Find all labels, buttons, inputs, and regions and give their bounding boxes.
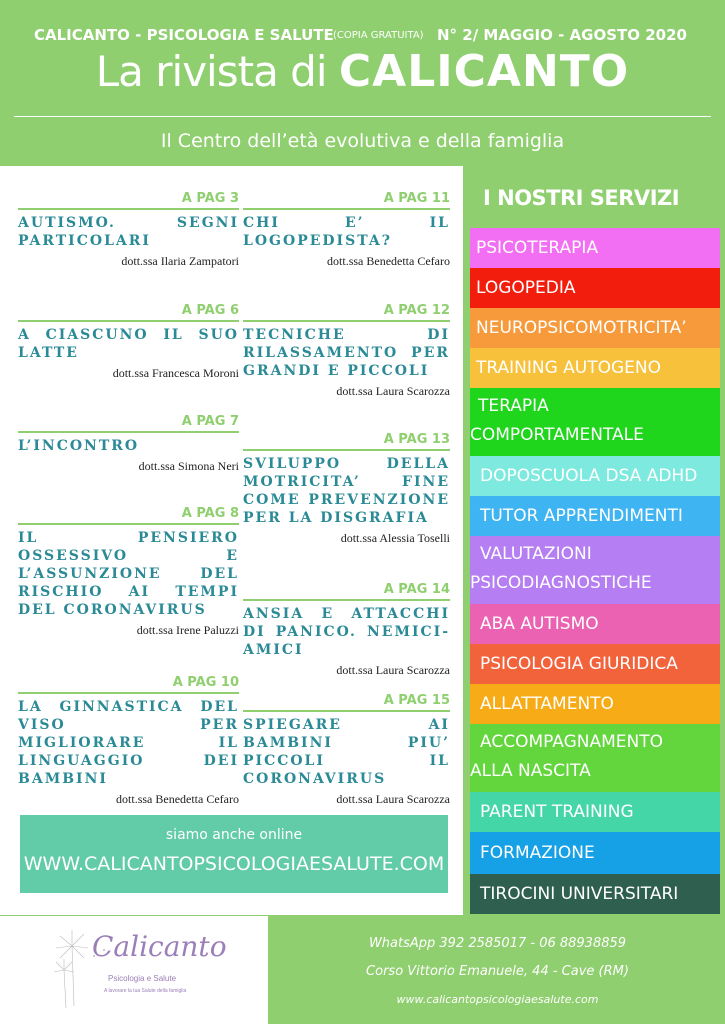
- header-org-name: CALICANTO - PSICOLOGIA E SALUTE: [34, 26, 334, 44]
- brand-name: Calicanto: [92, 930, 227, 963]
- service-psicologia-giuridica: PSICOLOGIA GIURIDICA: [470, 644, 720, 684]
- footer-logo: [0, 916, 268, 1024]
- address: Corso Vittorio Emanuele, 44 - Cave (RM): [366, 964, 629, 979]
- article-right-3[interactable]: [243, 432, 450, 546]
- online-label: siamo anche online: [165, 827, 303, 843]
- article-left-4[interactable]: [18, 506, 239, 638]
- service-accompagnamento: [470, 724, 720, 792]
- service-doposcuola: DOPOSCUOLA DSA ADHD: [470, 456, 720, 496]
- website-link[interactable]: WWW.CALICANTOPSICOLOGIAESALUTE.COM: [23, 853, 445, 875]
- brand-sub: Psicologia e Salute: [108, 974, 177, 983]
- article-page: A PAG 12: [243, 303, 450, 322]
- article-author: dott.ssa Alessia Toselli: [340, 531, 450, 545]
- article-title: LA GINNASTICA DEL VISO PER MIGLIORARE IL LINGUAGGIO DEI BAMBINI: [18, 699, 239, 787]
- article-page: A PAG 10: [18, 675, 239, 694]
- footer-website[interactable]: www.calicantopsicologiaesalute.com: [396, 993, 599, 1006]
- title-prefix: La rivista di: [95, 47, 339, 96]
- page-title: [0, 46, 725, 97]
- service-terapia-comportamentale: [470, 388, 720, 456]
- article-title: IL PENSIERO OSSESSIVO E L’ASSUNZIONE DEL RISCHIO AI TEMPI DEL CORONAVIRUS: [18, 530, 239, 618]
- article-page: A PAG 14: [243, 582, 450, 601]
- article-title: SPIEGARE AI BAMBINI PIU’ PICCOLI IL CORONAVIRUS: [243, 717, 450, 787]
- article-page: A PAG 8: [18, 506, 239, 525]
- article-left-2[interactable]: [18, 303, 239, 381]
- service-aba: ABA AUTISMO: [470, 604, 720, 644]
- article-title: AUTISMO. SEGNI PARTICOLARI: [18, 215, 239, 249]
- service-neuropsicomotricita: NEUROPSICOMOTRICITA’: [470, 308, 720, 348]
- online-box: [20, 815, 448, 893]
- service-allattamento: ALLATTAMENTO: [470, 684, 720, 724]
- article-title: A CIASCUNO IL SUO LATTE: [18, 327, 239, 361]
- header-free-copy: (COPIA GRATUITA): [333, 30, 424, 41]
- service-label: VALUTAZIONI PSICODIAGNOSTICHE: [470, 544, 652, 593]
- title-brand: CALICANTO: [338, 46, 630, 97]
- article-title: ANSIA E ATTACCHI DI PANICO. NEMICI-AMICI: [243, 606, 450, 658]
- whatsapp-contact: WhatsApp 392 2585017 - 06 88938859: [368, 936, 627, 951]
- article-author: dott.ssa Benedetta Cefaro: [327, 254, 450, 268]
- article-author: dott.ssa Irene Paluzzi: [136, 623, 239, 637]
- article-page: A PAG 13: [243, 432, 450, 451]
- article-page: A PAG 11: [243, 191, 450, 210]
- article-page: A PAG 7: [18, 414, 239, 433]
- article-title: SVILUPPO DELLA MOTRICITA’ FINE COME PREVENZIONE PER LA DISGRAFIA: [243, 456, 450, 526]
- article-left-3[interactable]: [18, 414, 239, 474]
- header-top-bar: [0, 22, 725, 44]
- article-author: dott.ssa Simona Neri: [138, 459, 239, 473]
- article-page: A PAG 15: [243, 693, 450, 712]
- service-valutazioni: [470, 536, 720, 604]
- service-label: TERAPIA COMPORTAMENTALE: [470, 396, 644, 445]
- article-title: L’INCONTRO: [18, 438, 140, 454]
- brand-tagline: A lavorare la tua Salute della famiglia: [104, 988, 187, 994]
- article-page: A PAG 3: [18, 191, 239, 210]
- article-right-2[interactable]: [243, 303, 450, 399]
- footer-contacts: [270, 930, 725, 1014]
- service-psicoterapia: PSICOTERAPIA: [470, 228, 720, 268]
- article-author: dott.ssa Laura Scarozza: [336, 384, 450, 398]
- services-title: I NOSTRI SERVIZI: [483, 186, 680, 210]
- article-left-1[interactable]: [18, 191, 239, 269]
- service-tutor: TUTOR APPRENDIMENTI: [470, 496, 720, 536]
- page-subtitle: Il Centro dell’età evolutiva e della famiglia: [160, 130, 565, 152]
- article-author: dott.ssa Laura Scarozza: [336, 792, 450, 806]
- article-title: CHI E’ IL LOGOPEDISTA?: [243, 215, 450, 249]
- service-training-autogeno: TRAINING AUTOGENO: [470, 348, 720, 388]
- article-right-4[interactable]: [243, 582, 450, 678]
- article-author: dott.ssa Laura Scarozza: [336, 663, 450, 677]
- article-author: dott.ssa Benedetta Cefaro: [116, 792, 239, 806]
- header-issue: N° 2/ MAGGIO - AGOSTO 2020: [436, 26, 687, 44]
- service-logopedia: LOGOPEDIA: [470, 268, 720, 308]
- article-author: dott.ssa Ilaria Zampatori: [121, 254, 239, 268]
- header-divider: [14, 116, 711, 117]
- article-author: dott.ssa Francesca Moroni: [112, 366, 239, 380]
- article-right-1[interactable]: [243, 191, 450, 269]
- service-tirocini: TIROCINI UNIVERSITARI: [470, 874, 720, 914]
- service-label: ACCOMPAGNAMENTO ALLA NASCITA: [470, 732, 664, 781]
- article-left-5[interactable]: [18, 675, 239, 807]
- service-parent-training: PARENT TRAINING: [470, 792, 720, 832]
- service-formazione: FORMAZIONE: [470, 832, 720, 874]
- article-right-5[interactable]: [243, 693, 450, 807]
- article-title: TECNICHE DI RILASSAMENTO PER GRANDI E PICCOLI: [243, 327, 450, 379]
- article-page: A PAG 6: [18, 303, 239, 322]
